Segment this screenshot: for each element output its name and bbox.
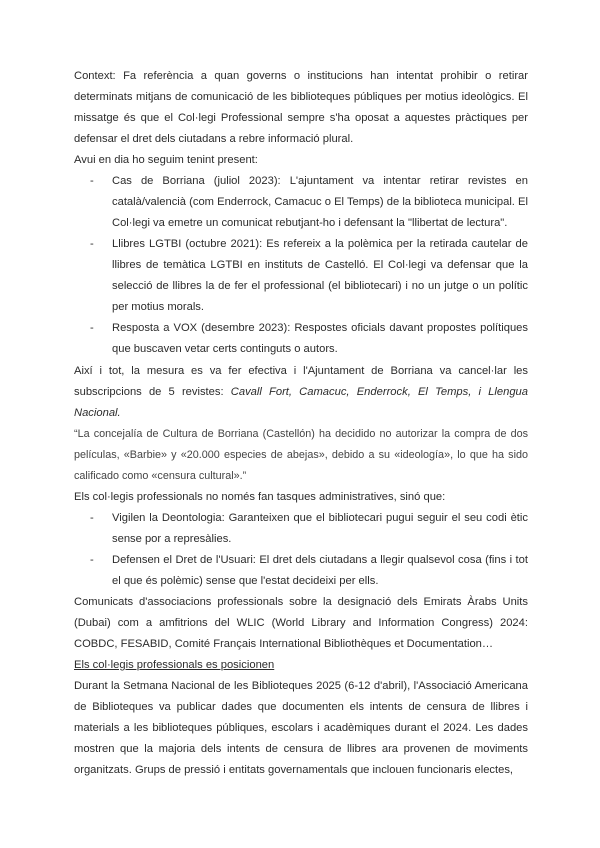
aixi-paragraph [74,361,528,424]
context-paragraph: Context: Fa referència a quan governs o institucions han intentat prohibir o retirar determinats mitjans de comunicació de les biblioteques públiques per motius ideològics. El missatge és que el Col·legi Professional sempre s'ha oposat a aquestes pràctiques per defensar el dret dels ciutadans a rebre informació plural. [74,70,528,145]
list-item: - Cas de Borriana (juliol 2023): L'ajuntament va intentar retirar revistes en català/valencià (com Enderrock, Camacuc o El Temps) de la biblioteca municipal. El Col·legi va emetre un comunicat rebutjant-ho i defensant la "llibertat de lectura". [74,171,528,234]
list-item: - Resposta a VOX (desembre 2023): Respostes oficials davant propostes polítiques que buscaven vetar certs continguts o autors. [74,318,528,360]
avui-paragraph: Avui en dia ho seguim tenint present: [74,154,258,166]
roles-list [74,508,528,592]
final-paragraph: Durant la Setmana Nacional de les Biblioteques 2025 (6-12 d'abril), l'Associació Americana de Biblioteques va publicar dades que documenten els intents de censura de llibres i materials a les biblioteques públiques, escolars i acadèmiques durant el 2024. Les dades mostren que la majoria dels intents de censura de llibres ara provenen de moviments organitzats. Grups de pressió i entitats governamentals que inclouen funcionaris electes, [74,679,528,776]
list-item: - Vigilen la Deontologia: Garanteixen que el bibliotecari pugui seguir el seu codi ètic sense por a represàlies. [74,508,528,550]
section-heading: Els col·legis professionals es posicionen [74,658,275,671]
colegis-paragraph: Els col·legis professionals no només fan tasques administratives, sinó que: [74,490,446,503]
news-quote: “La concejalía de Cultura de Borriana (Castellón) ha decidido no autorizar la compra de dos películas, «Barbie» y «20.000 especies de abejas», debido a su «ideología», lo que ha sido calificado como «censura cultural».” [74,427,528,482]
cases-list [74,171,528,360]
magazines-list: Cavall Fort, Camacuc, Enderrock, El Temps, i Llengua Nacional. [74,385,528,419]
list-item: - Llibres LGTBI (octubre 2021): Es refereix a la polèmica per la retirada cautelar de llibres de temàtica LGTBI en instituts de Castelló. El Col·legi va defensar que la selecció de llibres la de fer el professional (el bibliotecari) i no un jutge o un polític per motius morals. [74,234,528,318]
list-item: - Defensen el Dret de l'Usuari: El dret dels ciutadans a llegir qualsevol cosa (fins i tot el que és polèmic) sense que l'estat decideixi per ells. [74,550,528,592]
comunicats-paragraph: Comunicats d'associacions professionals sobre la designació dels Emirats Àrabs Units (Dubai) com a amfitrions del WLIC (World Library and Information Congress) 2024: COBDC, FESABID, Comité Français International Bibliothèques et Documentation… [74,595,528,650]
aixi-text: Així i tot, la mesura es va fer efectiva i l'Ajuntament de Borriana va cancel·lar les subscripcions de 5 revistes: [74,364,528,398]
document-page [74,66,528,781]
